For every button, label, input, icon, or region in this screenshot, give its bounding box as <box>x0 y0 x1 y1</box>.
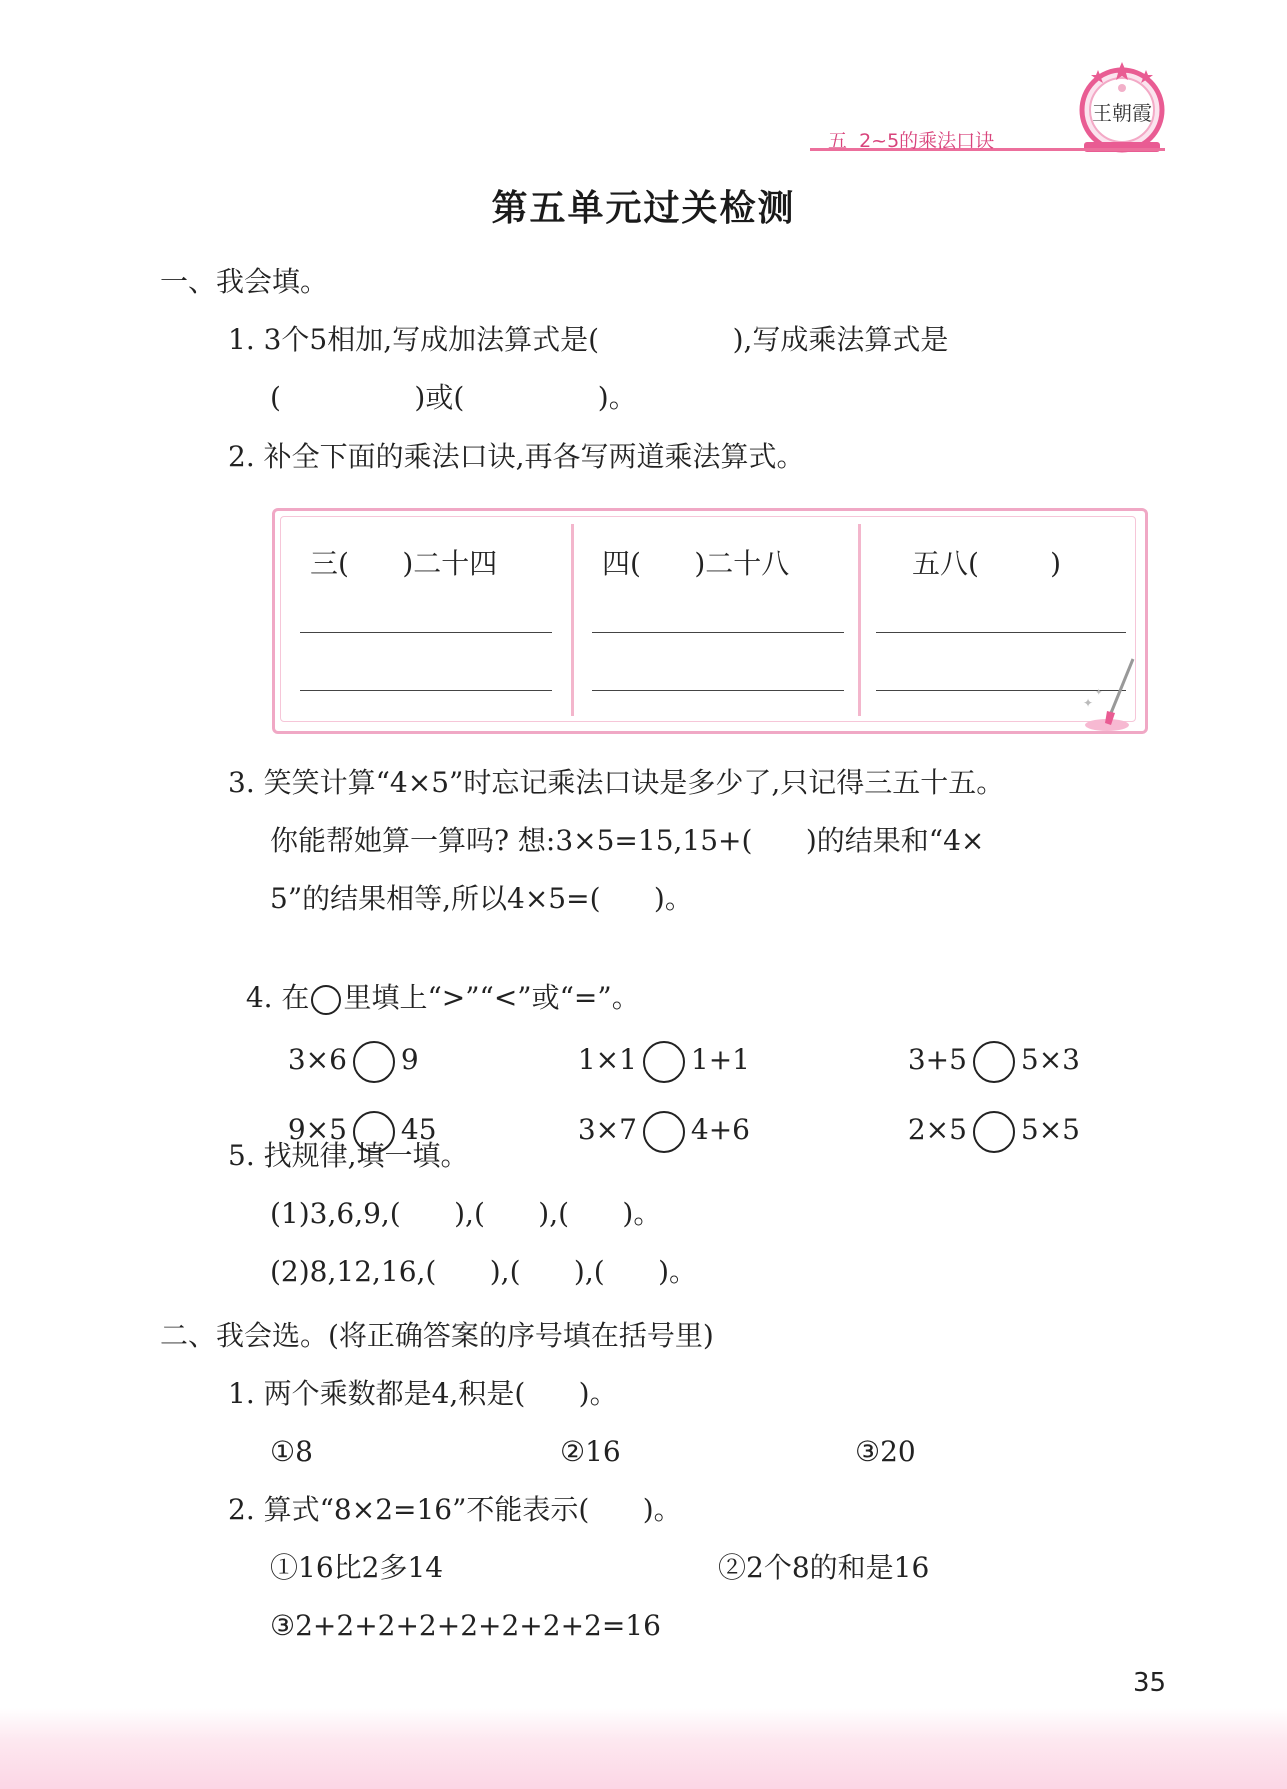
q3-line2: 你能帮她算一算吗? 想:3×5=15,15+( )的结果和“4× <box>270 824 985 857</box>
answer-line <box>592 690 844 691</box>
compare-left: 3×7 <box>577 1113 637 1146</box>
choice-q2: 2. 算式“8×2=16”不能表示( )。 <box>228 1493 682 1526</box>
compare-right: 5×5 <box>1020 1113 1080 1146</box>
compare-item <box>890 1070 1080 1153</box>
compare-right: 45 <box>400 1113 437 1146</box>
compare-left: 3+5 <box>907 1043 967 1076</box>
svg-text:✦: ✦ <box>1095 688 1103 698</box>
chapter-label: 五 2~5的乘法口诀 <box>828 130 995 152</box>
q1-line2: ( )或( )。 <box>270 381 637 414</box>
q5-sequence-2: (2)8,12,16,( ),( ),( )。 <box>270 1255 697 1288</box>
answer-line <box>300 632 552 633</box>
compare-circle[interactable] <box>973 1111 1015 1153</box>
compare-left: 9×5 <box>287 1113 347 1146</box>
compare-left: 2×5 <box>907 1113 967 1146</box>
footer-band <box>0 1708 1287 1789</box>
paintbrush-icon <box>1075 655 1145 735</box>
compare-right: 5×3 <box>1020 1043 1080 1076</box>
page-title: 第五单元过关检测 <box>491 188 796 229</box>
rhyme-cell-2: 四( )二十八 <box>602 547 790 580</box>
choice-option: ②2个8的和是16 <box>718 1551 930 1584</box>
rhyme-cell-1: 三( )二十四 <box>310 547 498 580</box>
q4-suffix: 里填上“>”“<”或“=”。 <box>343 981 640 1014</box>
q5-sequence-1: (1)3,6,9,( ),( ),( )。 <box>270 1197 662 1230</box>
compare-right: 9 <box>400 1043 419 1076</box>
choice-option: ①16比2多14 <box>270 1551 444 1584</box>
q3-line1: 3. 笑笑计算“4×5”时忘记乘法口诀是多少了,只记得三五十五。 <box>228 766 1005 799</box>
section1-heading: 一、我会填。 <box>160 265 329 298</box>
compare-circle[interactable] <box>643 1111 685 1153</box>
brand-logo <box>1072 58 1172 158</box>
q2-text: 2. 补全下面的乘法口诀,再各写两道乘法算式。 <box>228 440 805 473</box>
choice-q1: 1. 两个乘数都是4,积是( )。 <box>228 1377 618 1410</box>
svg-text:王朝霞: 王朝霞 <box>1092 101 1152 125</box>
choice-option: ③2+2+2+2+2+2+2+2=16 <box>270 1609 661 1642</box>
column-divider <box>571 524 574 716</box>
compare-right: 4+6 <box>690 1113 750 1146</box>
compare-right: 1+1 <box>690 1043 750 1076</box>
q1-line1: 1. 3个5相加,写成加法算式是( ),写成乘法算式是 <box>228 323 949 356</box>
svg-text:✦: ✦ <box>1083 696 1094 710</box>
compare-left: 3×6 <box>287 1043 347 1076</box>
answer-line <box>300 690 552 691</box>
answer-line <box>876 632 1126 633</box>
choice-option: ①8 <box>270 1435 313 1468</box>
choice-option: ③20 <box>855 1435 916 1468</box>
choice-option: ②16 <box>560 1435 621 1468</box>
column-divider <box>858 524 861 716</box>
answer-line <box>592 632 844 633</box>
section2-heading: 二、我会选。(将正确答案的序号填在括号里) <box>160 1319 714 1352</box>
q4-prefix: 4. 在 <box>245 981 310 1014</box>
q5-text: 5. 找规律,填一填。 <box>228 1139 469 1172</box>
compare-item <box>560 1070 750 1153</box>
compare-left: 1×1 <box>577 1043 637 1076</box>
q3-line3: 5”的结果相等,所以4×5=( )。 <box>270 882 693 915</box>
page-number: 35 <box>1133 1668 1167 1698</box>
rhyme-cell-3: 五八( ) <box>912 547 1062 580</box>
